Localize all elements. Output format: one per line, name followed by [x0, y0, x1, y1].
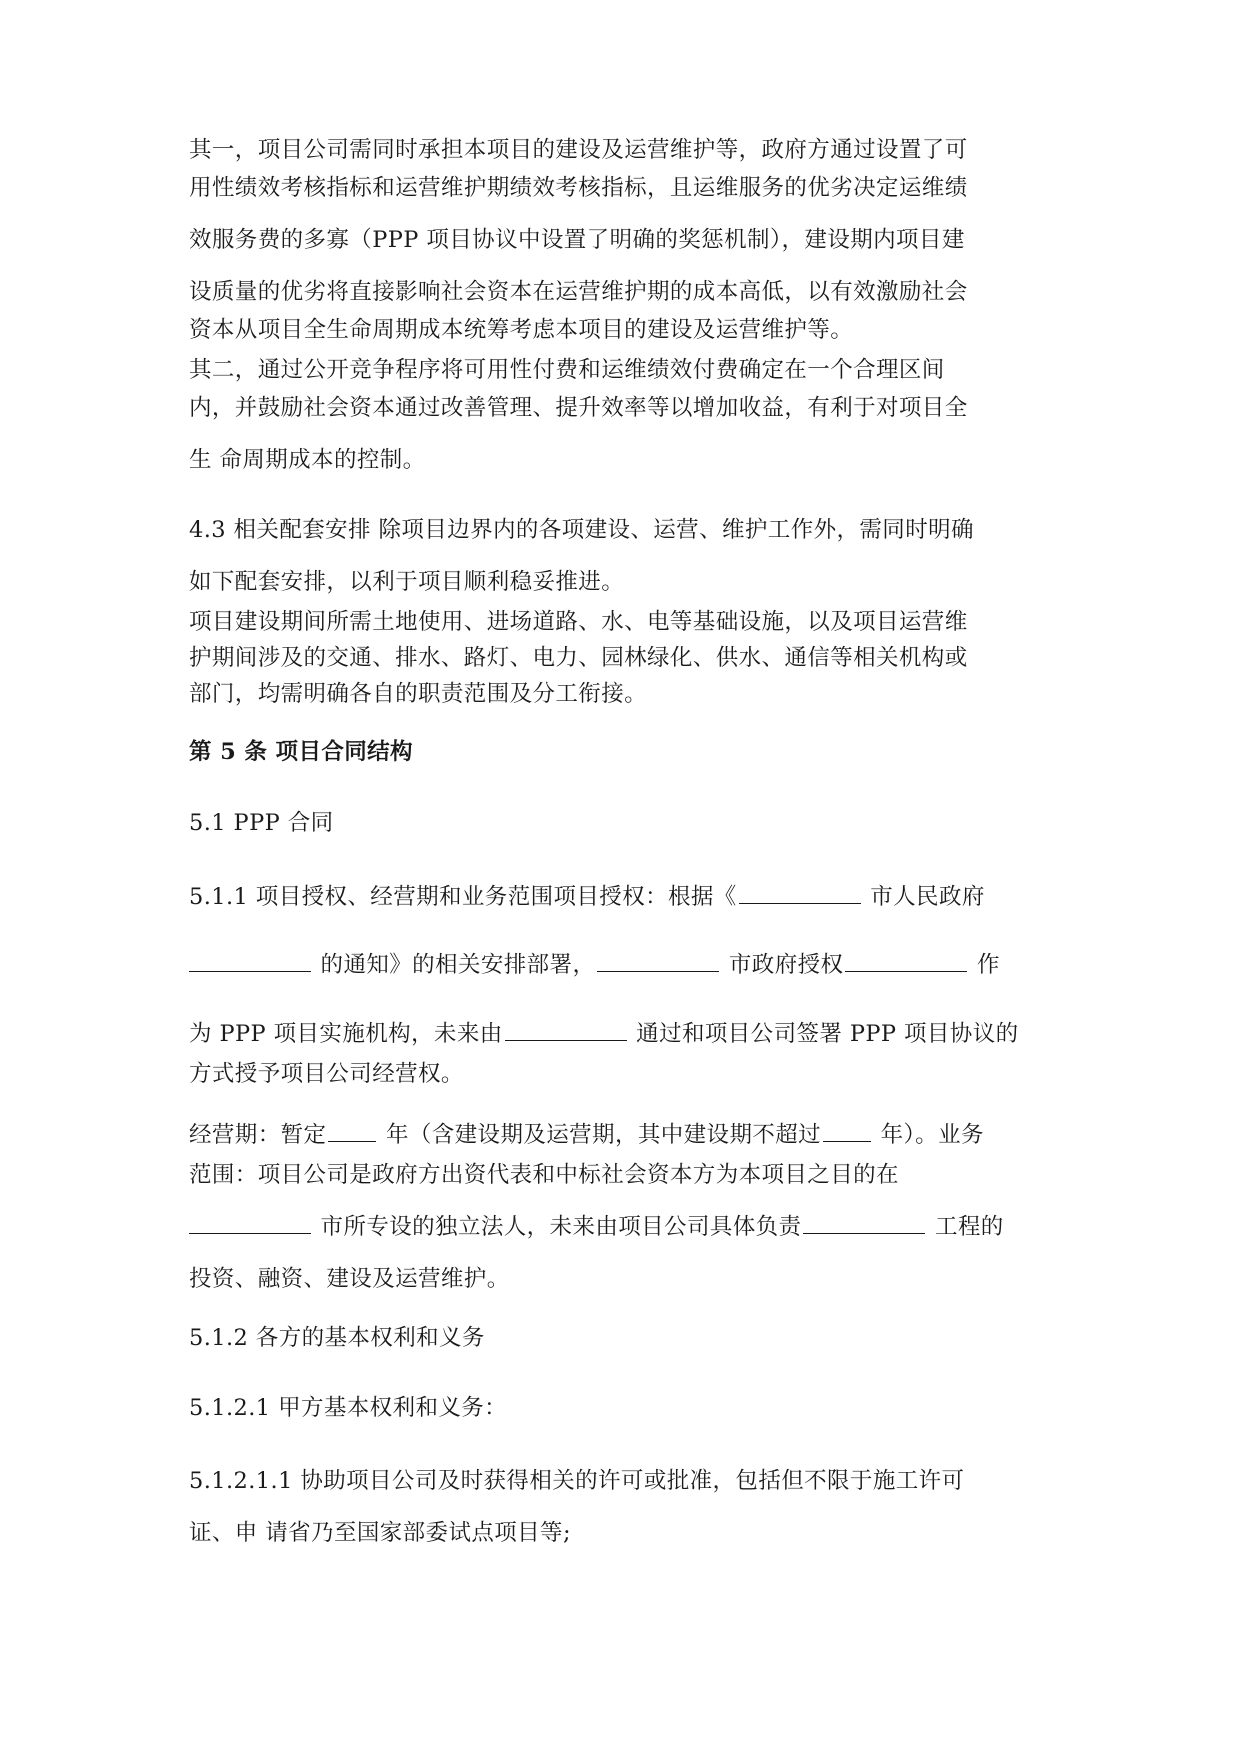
paragraph-line: 其一，项目公司需同时承担本项目的建设及运营维护等，政府方通过设置了可	[189, 137, 968, 163]
text-segment: 经营期：暂定	[189, 1122, 327, 1148]
blank-field[interactable]	[803, 1213, 925, 1234]
paragraph-line: 效服务费的多寡（PPP 项目协议中设置了明确的奖惩机制），建设期内项目建	[189, 227, 965, 253]
text-segment: 市政府授权	[721, 952, 844, 978]
blank-field[interactable]	[845, 951, 967, 972]
item-5-1-2-1-1-line: 证、申 请省乃至国家部委试点项目等;	[189, 1520, 571, 1546]
text-segment: 的通知》的相关安排部署，	[313, 952, 596, 978]
text-segment: 市人民政府	[862, 884, 985, 910]
paragraph-line: 设质量的优劣将直接影响社会资本在运营维护期的成本高低，以有效激励社会	[189, 279, 968, 305]
article-5-heading: 第 5 条 项目合同结构	[189, 739, 413, 765]
blank-field[interactable]	[189, 1213, 311, 1234]
section-5-1-heading: 5.1 PPP 合同	[189, 810, 334, 836]
text-segment: 5.1.1 项目授权、经营期和业务范围项目授权：根据《	[189, 884, 737, 910]
paragraph-line: 用性绩效考核指标和运营维护期绩效考核指标，且运维服务的优劣决定运维绩	[189, 175, 968, 201]
text-segment: 年）。业务	[873, 1122, 984, 1148]
paragraph-line: 内，并鼓励社会资本通过改善管理、提升效率等以增加收益，有利于对项目全	[189, 395, 968, 421]
item-5-1-2-1-1-line: 5.1.2.1.1 协助项目公司及时获得相关的许可或批准，包括但不限于施工许可	[189, 1468, 965, 1494]
blank-field[interactable]	[739, 883, 861, 904]
paragraph-line: 部门，均需明确各自的职责范围及分工衔接。	[189, 681, 648, 707]
blank-field[interactable]	[189, 951, 311, 972]
section-5-1-1-line	[189, 950, 1000, 980]
text-segment: 为 PPP 项目实施机构，未来由	[189, 1021, 503, 1047]
text-segment: 作	[969, 952, 1000, 978]
blank-field[interactable]	[823, 1121, 871, 1142]
section-5-1-2-1-heading: 5.1.2.1 甲方基本权利和义务：	[189, 1395, 508, 1421]
section-4-3-line: 4.3 相关配套安排 除项目边界内的各项建设、运营、维护工作外，需同时明确	[189, 517, 974, 543]
section-5-1-1-line: 方式授予项目公司经营权。	[189, 1061, 464, 1087]
paragraph-line: 护期间涉及的交通、排水、路灯、电力、园林绿化、供水、通信等相关机构或	[189, 645, 968, 671]
text-segment: 年（含建设期及运营期，其中建设期不超过	[378, 1122, 822, 1148]
operating-period-line	[189, 1120, 984, 1150]
text-segment: 市所专设的独立法人，未来由项目公司具体负责	[313, 1214, 802, 1240]
operating-period-line: 投资、融资、建设及运营维护。	[189, 1266, 510, 1292]
section-4-3-line: 如下配套安排，以利于项目顺利稳妥推进。	[189, 569, 625, 595]
section-5-1-2-heading: 5.1.2 各方的基本权利和义务	[189, 1325, 485, 1351]
blank-field[interactable]	[597, 951, 719, 972]
section-5-1-1-line	[189, 882, 985, 912]
section-5-1-1-line	[189, 1019, 1019, 1049]
paragraph-line: 生 命周期成本的控制。	[189, 447, 426, 473]
paragraph-line: 项目建设期间所需土地使用、进场道路、水、电等基础设施，以及项目运营维	[189, 609, 968, 635]
operating-period-line	[189, 1212, 1004, 1242]
operating-period-line: 范围：项目公司是政府方出资代表和中标社会资本方为本项目之目的在	[189, 1162, 899, 1188]
text-segment: 通过和项目公司签署 PPP 项目协议的	[628, 1021, 1019, 1047]
blank-field[interactable]	[328, 1121, 376, 1142]
text-segment: 工程的	[927, 1214, 1004, 1240]
blank-field[interactable]	[505, 1020, 627, 1041]
paragraph-line: 资本从项目全生命周期成本统筹考虑本项目的建设及运营维护等。	[189, 317, 854, 343]
paragraph-line: 其二，通过公开竞争程序将可用性付费和运维绩效付费确定在一个合理区间	[189, 357, 945, 383]
